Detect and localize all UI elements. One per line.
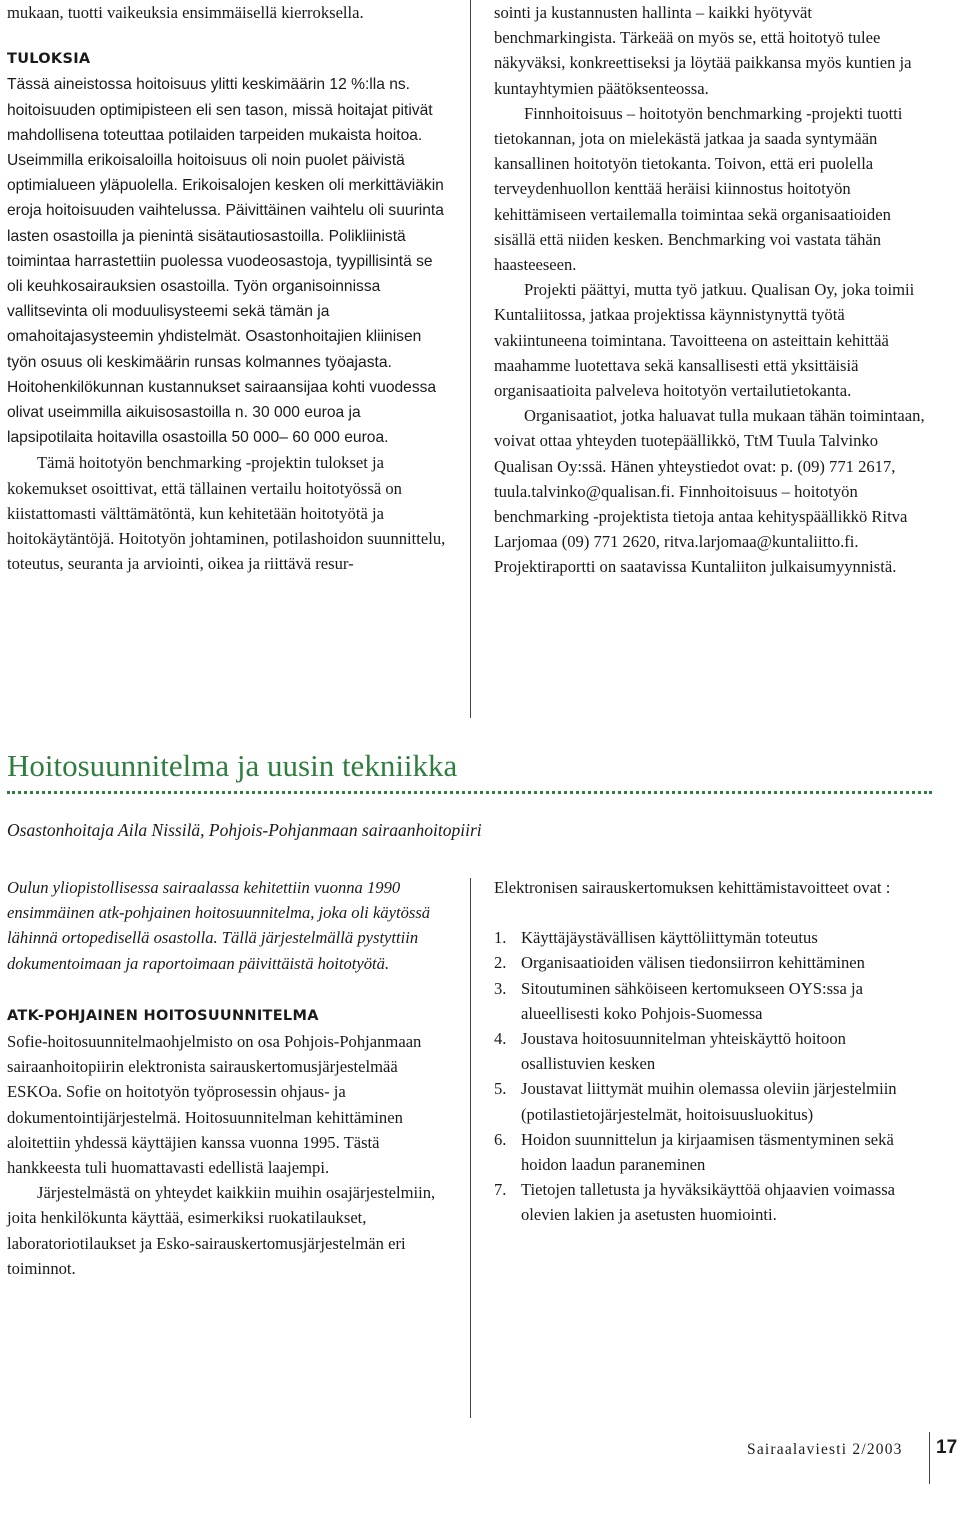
paragraph: sointi ja kustannusten hallinta – kaikki hyötyvät benchmarkingista. Tärkeää on myös se, että hoitotyö tulee näkyväksi, konkreettiseksi ja löytää paikkansa myös kuntien ja kuntayhtymien päätöksenteossa. [494, 3, 912, 98]
list-item-number: 6. [494, 1129, 507, 1149]
list-item-number: 2. [494, 953, 507, 973]
dotted-divider [7, 791, 932, 794]
list-item-number: 5. [494, 1079, 507, 1099]
list-item-text: Tietojen talletusta ja hyväksikäyttöä ohjaavien voimassa olevien lakien ja asetusten huomiointi. [521, 1180, 896, 1225]
article-right-column [494, 875, 924, 1228]
section-heading-results: TULOKSIA [7, 51, 91, 68]
list-item-text: Joustava hoitosuunnitelman yhteiskäyttö hoitoon osallistuvien kesken [521, 1029, 846, 1074]
article-lead: Oulun yliopistollisessa sairaalassa kehitettiin vuonna 1990 ensimmäinen atk-pohjainen hoitosuunnitelma, joka oli käytössä lähinnä ortopedisellä osastolla. Tällä järjestelmällä pystyttiin dokumentoimaan ja raportoimaan päivittäistä hoitotyötä. [7, 878, 431, 973]
list-item-number: 1. [494, 928, 507, 948]
list-item-text: Hoidon suunnittelun ja kirjaamisen täsmentyminen sekä hoidon laadun paraneminen [521, 1129, 894, 1175]
article-byline: Osastonhoitaja Aila Nissilä, Pohjois-Pohjanmaan sairaanhoitopiiri [7, 820, 482, 840]
list-item-number: 3. [494, 978, 507, 998]
paragraph: Tämä hoitotyön benchmarking -projektin tulokset ja kokemukset osoittivat, että tällainen vertailu hoitotyössä on kiistattomasti välttämätöntä, kun kehitetään hoitotyötä ja hoitokäytäntöjä. Hoitotyön johtaminen, potilashoidon suunnittelu, toteutus, seuranta ja arviointi, oikea ja riittävä resur- [7, 453, 446, 574]
paragraph: Finnhoitoisuus – hoitotyön benchmarking -projekti tuotti tietokannan, jota on mielekästä jatkaa ja saada syntymään kansallinen hoitotyön tietokanta. Toivon, että eri puolella terveydenhuollon kenttää heräisi kiinnostus hoitotyön kehittämiseen vertailemalla toimintaa sekä organisaatioiden sisällä että niiden kesken. Benchmarking voi vastata tähän haasteeseen. [494, 103, 903, 275]
paragraph: mukaan, tuotti vaikeuksia ensimmäisellä kierroksella. [7, 3, 364, 22]
goals-list [494, 925, 924, 1227]
column-divider [470, 0, 471, 718]
list-item [494, 1076, 924, 1126]
paragraph: Tässä aineistossa hoitoisuus ylitti keskimäärin 12 %:lla ns. hoitoisuuden optimipisteen eli sen tason, missä hoitajat pitivät mahdollisena toteuttaa potilaiden tarpeiden mukaista hoitoa. Useimmilla erikoisaloilla hoitoisuus oli noin puolet päivistä optimialueen yläpuolella. Erikoisalojen kesken oli merkittäviäkin eroja hoitoisuuden vaihtelussa. Päivittäinen vaihtelu oli suurinta lasten osastoilla ja pienintä sisätautiosastoilla. Polikliinistä toimintaa harrastettiin puolessa vuodeosastoja, tyypillisintä se oli keuhkosairauksien osastoilla. Työn organisoinnissa vallitsevinta oli moduulisysteemi sekä tämän ja omahoitajasysteemin yhdistelmät. Osastonhoitajien kliinisen työn osuus oli keskimäärin runsas kolmannes työajasta. Hoitohenkilökunnan kustannukset sairaansijaa kohti vuodessa olivat useimmilla aikuisosastoilla n. 30 000 euroa ja lapsipotilaita hoitavilla osastoilla 50 000– 60 000 euroa. [7, 76, 444, 447]
list-item [494, 1026, 924, 1076]
list-item-text: Organisaatioiden välisen tiedonsiirron kehittäminen [521, 953, 865, 973]
list-item-text: Sitoutuminen sähköiseen kertomukseen OYS:ssa ja alueellisesti koko Pohjois-Suomessa [521, 978, 863, 1023]
paragraph: Sofie-hoitosuunnitelmaohjelmisto on osa Pohjois-Pohjanmaan sairaanhoitopiirin elektronista sairauskertomusjärjestelmää ESKOa. Sofie on hoitotyön työprosessin ohjaus- ja dokumentointijärjestelmä. Hoitosuunnitelman kehittäminen aloitettiin yhdessä käyttäjien kanssa vuonna 1995. Tästä hankkeesta tuli huomattavasti edellistä laajempi. [7, 1032, 422, 1178]
previous-article-left-column [7, 0, 447, 576]
list-item-number: 7. [494, 1180, 507, 1200]
goals-intro: Elektronisen sairauskertomuksen kehittämistavoitteet ovat : [494, 878, 891, 897]
list-item [494, 976, 924, 1026]
list-item-text: Käyttäjäystävällisen käyttöliittymän toteutus [521, 928, 818, 948]
list-item-number: 4. [494, 1029, 507, 1049]
paragraph: Järjestelmästä on yhteydet kaikkiin muihin osajärjestelmiin, joita henkilökunta käyttää, esimerkiksi ruokatilaukset, laboratoriotilaukset ja Esko-sairauskertomusjärjestelmän eri toiminnot. [7, 1183, 436, 1278]
list-item [494, 925, 924, 950]
section-heading-atk: ATK-POHJAINEN HOITOSUUNNITELMA [7, 1007, 319, 1024]
list-item-text: Joustavat liittymät muihin olemassa oleviin järjestelmiin (potilastietojärjestelmät, hoitoisuusluokitus) [521, 1079, 897, 1124]
previous-article-right-column [494, 0, 931, 580]
page-number: 17 [936, 1437, 958, 1458]
paragraph: Projekti päättyi, mutta työ jatkuu. Qualisan Oy, joka toimii Kuntaliitossa, jatkaa projektissa käynnistynyttä työtä vakiintuneena toimintana. Tavoitteena on asteittain kehittää maahamme luotettava sekä kansallisesti että yksittäisiä organisaatioita palveleva hoitotyön vertailutietokanta. [494, 280, 915, 401]
list-item [494, 1127, 924, 1177]
paragraph: Organisaatiot, jotka haluavat tulla mukaan tähän toimintaan, voivat ottaa yhteyden tuotepäällikkö, TtM Tuula Talvinko Qualisan Oy:ssä. Hänen yhteystiedot ovat: p. (09) 771 2617, tuula.talvinko@qualisan.fi. Finnhoitoisuus – hoitotyön benchmarking -projektista tietoja antaa kehityspäällikkö Ritva Larjomaa (09) 771 2620, ritva.larjomaa@kuntaliitto.fi. Projektiraportti on saatavissa Kuntaliiton julkaisumyynnistä. [494, 406, 925, 577]
publication-footer: Sairaalaviesti 2/2003 [747, 1441, 903, 1458]
article-left-column [7, 875, 437, 1281]
column-divider [470, 878, 471, 1418]
article-title: Hoitosuunnitelma ja uusin tekniikka [7, 748, 458, 783]
footer-divider [929, 1432, 930, 1484]
list-item [494, 1177, 924, 1227]
list-item [494, 950, 924, 975]
